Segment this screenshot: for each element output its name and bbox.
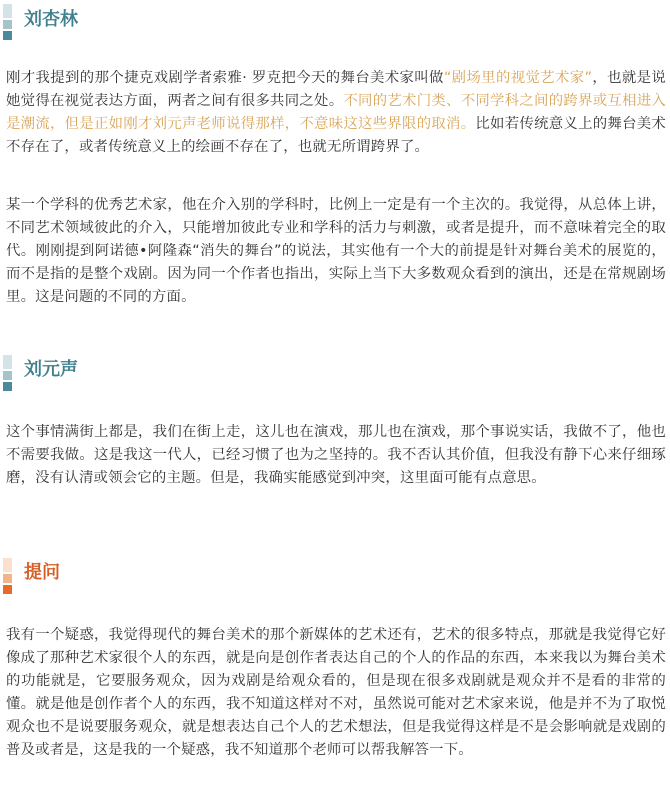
speaker-name: 刘杏林 [24,9,78,30]
header-marker-block [3,382,12,391]
highlighted-text: “剧场里的视觉艺术家” [443,70,593,86]
text-segment: 我有一个疑惑，我觉得现代的舞台美术的那个新媒体的艺术还有，艺术的很多特点，那就是我觉得它好像成了那种艺术家很个人的东西，就是向是创作者表达自己的个人的作品的东西，本来我以为舞台美术的功能就是，它要服务观众，因为戏剧是给观众看的，但是现在很多戏剧就是观众并不是看的非常的懂。就是他是创作者个人的东西，我不知道这样对不对，虽然说可能对艺术家来说，他是并不为了取悦观众也不是说要服务观众，就是想表达自己个人的艺术想法，但是我觉得这样是不是会影响就是戏剧的普及或者是，这是我的一个疑惑，我不知道那个老师可以帮我解答一下。 [6,627,666,758]
header-marker-block [3,4,12,18]
text-segment: ，也就是说她觉得在视觉表达方面，两者之间有很多共同之处。 [6,70,666,109]
header-marker-block [3,558,12,572]
paragraph [6,67,666,159]
text-segment: 这个事情满街上都是，我们在街上走，这儿也在演戏，那儿也在演戏，那个事说实话，我做不了，他也不需要我做。这是我这一代人，已经习惯了也为之坚持的。我不否认其价值，但我没有静下心来仔细琢磨，没有认清或领会它的主题。但是，我确实能感觉到冲突，这里面可能有点意思。 [6,424,666,486]
header-marker-block [3,371,12,380]
text-segment: 比如若传统意义上的舞台美术不存在了，或者传统意义上的绘画不存在了，也就无所谓跨界了。 [6,116,666,155]
text-segment: 刚才我提到的那个捷克戏剧学者索雅· 罗克把今天的舞台美术家叫做 [6,70,444,86]
header-marker-block [3,31,12,40]
header-marker-block [3,574,12,583]
paragraph [6,624,666,762]
speaker-name: 提问 [24,562,60,583]
speaker-name: 刘元声 [24,359,78,380]
paragraph [6,194,666,309]
header-marker-block [3,20,12,29]
header-marker-block [3,355,12,369]
paragraph [6,421,666,490]
highlighted-text: 不同的艺术门类、不同学科之间的跨界或互相进入是潮流，但是正如刚才刘元声老师说得那样，不意味这这些界限的取消。 [6,93,666,132]
text-segment: 某一个学科的优秀艺术家，他在介入别的学科时，比例上一定是有一个主次的。我觉得，从总体上讲，不同艺术领域彼此的介入，只能增加彼此专业和学科的活力与刺激，或者是提升，而不意味着完全的取代。刚刚提到阿诺德•阿隆森“消失的舞台”的说法，其实他有一个大的前提是针对舞台美术的展览的，而不是指的是整个戏剧。因为同一个作者也指出，实际上当下大多数观众看到的演出，还是在常规剧场里。这是问题的不同的方面。 [6,197,666,305]
header-marker-block [3,585,12,594]
